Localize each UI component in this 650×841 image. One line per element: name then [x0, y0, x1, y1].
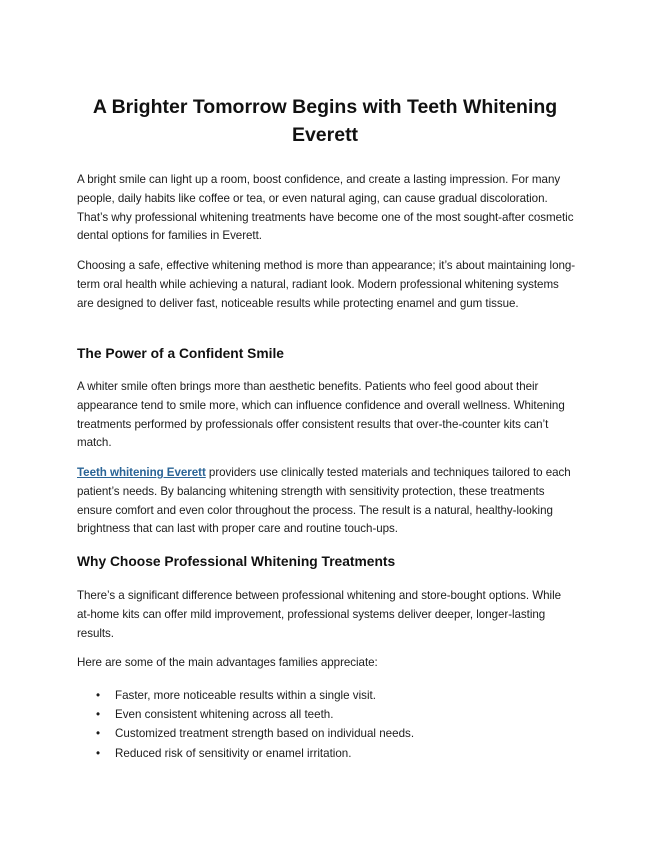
list-item: [77, 705, 577, 724]
list-item-text: Reduced risk of sensitivity or enamel irritation.: [115, 746, 352, 760]
teeth-whitening-everett-link[interactable]: Teeth whitening Everett: [77, 466, 206, 479]
section2-paragraph-1: There’s a significant difference between professional whitening and store-bought options. While at-home kits can offer mild improvement, professional systems deliver deeper, longer-lasting results.: [77, 589, 561, 640]
intro-paragraph-2: Choosing a safe, effective whitening method is more than appearance; it’s about maintaining long-term oral health while achieving a natural, radiant look. Modern professional whitening systems are designed to deliver fast, noticeable results while protecting enamel and gum tissue.: [77, 259, 576, 310]
list-item-text: Faster, more noticeable results within a single visit.: [115, 689, 376, 702]
intro-paragraph-1: A bright smile can light up a room, boost confidence, and create a lasting impression. For many people, daily habits like coffee or tea, or even natural aging, can cause gradual discoloration. That’s why professional whitening treatments have become one of the most sought-after cosmetic dental options for families in Everett.: [77, 173, 574, 243]
list-item-text: Even consistent whitening across all teeth.: [115, 708, 334, 722]
advantages-list: [77, 686, 577, 763]
section-heading-why-choose: Why Choose Professional Whitening Treatments: [77, 554, 396, 569]
bullet-icon: •: [96, 689, 101, 702]
list-item: [77, 724, 577, 743]
section2-paragraph-2: Here are some of the main advantages families appreciate:: [77, 656, 378, 669]
bullet-icon: •: [96, 746, 101, 760]
bullet-icon: •: [96, 708, 101, 722]
document-title: A Brighter Tomorrow Begins with Teeth Whitening Everett: [92, 96, 558, 146]
list-item: [77, 744, 577, 763]
list-item-text: Customized treatment strength based on individual needs.: [115, 727, 415, 741]
section1-paragraph-2-text: providers use clinically tested materials and techniques tailored to each patient’s needs. By balancing whitening strength with sensitivity protection, these treatments ensure comfort and even color throughout the process. The result is a natural, healthy-looking brightness that can last with proper care and routine touch-ups.: [77, 466, 571, 536]
section1-paragraph-2: [77, 464, 577, 539]
section1-paragraph-1: A whiter smile often brings more than aesthetic benefits. Patients who feel good about their appearance tend to smile more, which can influence confidence and overall wellness. Whitening treatments performed by professionals offer consistent results that over-the-counter kits can’t match.: [77, 380, 565, 450]
bullet-icon: •: [96, 727, 101, 741]
list-item: [77, 686, 577, 705]
section-heading-confident-smile: The Power of a Confident Smile: [77, 346, 284, 361]
